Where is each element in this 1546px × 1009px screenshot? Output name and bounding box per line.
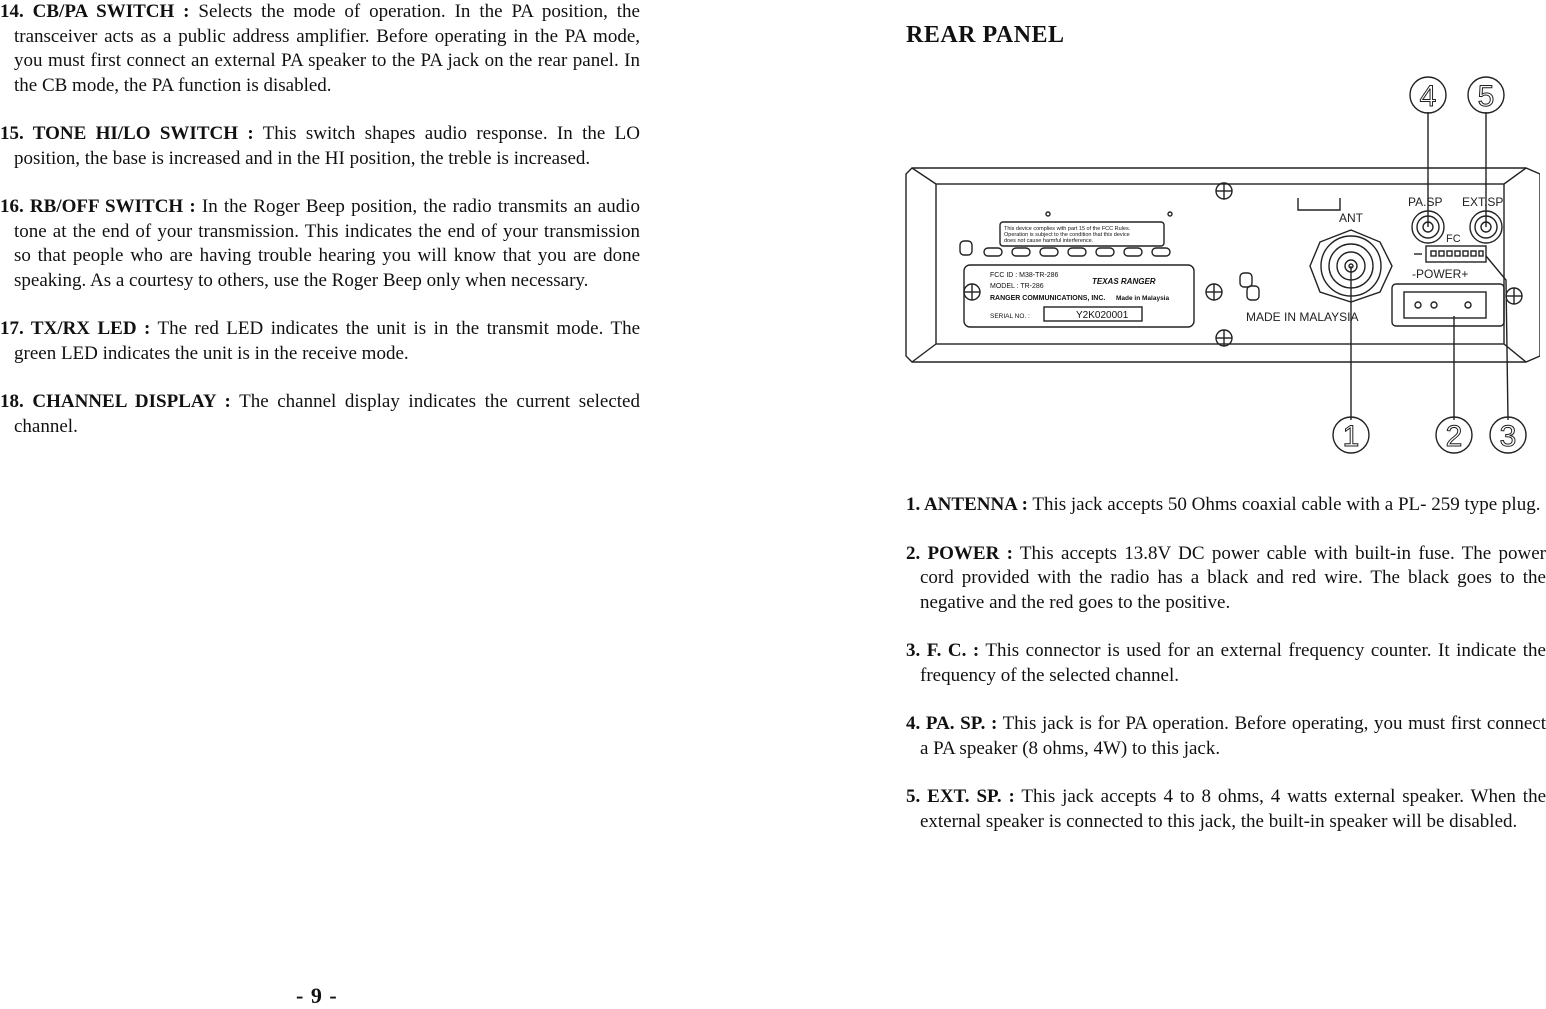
item-label: 16. RB/OFF SWITCH : <box>0 196 196 217</box>
screw-icon <box>964 284 980 300</box>
fc-connector-icon <box>1426 246 1486 262</box>
item-power <box>906 542 1546 616</box>
ext-sp-label: EXT.SP <box>1462 195 1504 209</box>
item-label: 3. F. C. : <box>906 640 980 661</box>
fcc-notice-line: Operation is subject to the condition that this device <box>1004 232 1130 238</box>
item-label: 1. ANTENNA : <box>906 494 1028 515</box>
plate-model: MODEL : TR-286 <box>990 283 1044 290</box>
plate-serial-value: Y2K020001 <box>1076 310 1129 321</box>
screw-icon <box>1506 288 1522 304</box>
item-fc <box>906 639 1546 688</box>
power-label: -POWER+ <box>1412 267 1469 281</box>
item-label: 17. TX/RX LED : <box>0 318 151 339</box>
power-connector-icon <box>1392 284 1504 326</box>
item-ext-sp <box>906 785 1546 834</box>
screw-icon <box>1216 183 1232 199</box>
item-text: The channel display indicates the current selected channel. <box>14 391 640 437</box>
item-label: 4. PA. SP. : <box>906 713 998 734</box>
item-text: Selects the mode of operation. In the PA position, the transceiver acts as a public address amplifier. Before operating in the PA mode, you must first connect an external PA speaker to the PA jack on the rear panel. In the CB mode, the PA function is disabled. <box>14 1 640 96</box>
vent-slot <box>1068 248 1086 256</box>
vent-slot <box>1124 248 1142 256</box>
rear-panel-items <box>906 493 1546 858</box>
bevel-line <box>912 344 936 362</box>
item-text: This jack accepts 50 Ohms coaxial cable with a PL- 259 type plug. <box>1027 494 1541 515</box>
callout-number: 2 <box>1445 420 1463 453</box>
item-text: This jack is for PA operation. Before operating, you must first connect a PA speaker (8 ohms, 4W) to this jack. <box>920 713 1546 759</box>
vent-slot <box>1096 248 1114 256</box>
item-text: In the Roger Beep position, the radio transmits an audio tone at the end of your transmission. This indicates the end of your transmission so that people who are having trouble hearing you will know that you are done speaking. As a courtesy to others, use the Roger Beep only when necessary. <box>14 196 640 291</box>
item-label: 5. EXT. SP. : <box>906 786 1015 807</box>
callout-number: 5 <box>1477 80 1495 113</box>
item-cb-pa-switch <box>0 0 640 98</box>
vent-slot <box>960 241 972 255</box>
callout-number: 3 <box>1499 420 1517 453</box>
cable-clip <box>1298 198 1340 210</box>
item-antenna <box>906 493 1546 518</box>
plate-company: RANGER COMMUNICATIONS, INC. <box>990 295 1106 302</box>
callout-number: 1 <box>1342 420 1360 453</box>
made-in-label: MADE IN MALAYSIA <box>1246 310 1359 324</box>
bevel-line <box>1504 168 1526 184</box>
fcc-notice-line: does not cause harmful interference. <box>1004 238 1094 244</box>
ant-label: ANT <box>1339 211 1363 225</box>
vent-slot <box>1247 286 1259 300</box>
page-number: - 9 - <box>296 983 338 1008</box>
vent-slot <box>984 248 1002 256</box>
pa-sp-label: PA.SP <box>1408 195 1443 209</box>
left-column <box>0 0 640 463</box>
plate-fcc-id: FCC ID : M38-TR-286 <box>990 272 1059 279</box>
callout-number: 4 <box>1419 80 1437 113</box>
item-tone-switch <box>0 122 640 171</box>
plate-brand: TEXAS RANGER <box>1092 277 1156 286</box>
section-heading: REAR PANEL <box>906 22 1065 48</box>
mount-hole <box>1046 212 1050 216</box>
item-label: 2. POWER : <box>906 542 1013 564</box>
vent-slot <box>1012 248 1030 256</box>
screw-icon <box>1216 330 1232 346</box>
item-pa-sp <box>906 712 1546 761</box>
plate-serial-label: SERIAL NO. : <box>990 313 1030 320</box>
screw-icon <box>1206 284 1222 300</box>
vent-slot <box>1152 248 1170 256</box>
fcc-notice-line: This device complies with part 15 of the FCC Rules. <box>1004 226 1131 232</box>
plate-made-in: Made in Malaysia <box>1116 295 1170 302</box>
item-channel-display <box>0 390 640 439</box>
item-text: The red LED indicates the unit is in the transmit mode. The green LED indicates the unit is in the receive mode. <box>14 318 641 364</box>
item-label: 15. TONE HI/LO SWITCH : <box>0 123 254 144</box>
item-label: 18. CHANNEL DISPLAY : <box>0 391 231 412</box>
rear-panel-diagram <box>900 70 1540 465</box>
item-label: 14. CB/PA SWITCH : <box>0 1 190 22</box>
mount-hole <box>1168 212 1172 216</box>
item-tx-rx-led <box>0 317 640 366</box>
item-rb-off-switch <box>0 195 640 293</box>
vent-slot <box>1240 273 1252 287</box>
vent-slot <box>1040 248 1058 256</box>
item-text: This switch shapes audio response. In the LO position, the base is increased and in the HI position, the treble is increased. <box>14 123 640 169</box>
item-text: This accepts 13.8V DC power cable with built-in fuse. The power cord provided with the radio has a black and red wire. The black goes to the negative and the red goes to the positive. <box>920 542 1546 613</box>
bevel-line <box>912 168 936 184</box>
item-text: This connector is used for an external frequency counter. It indicate the frequency of the selected channel. <box>920 640 1546 686</box>
item-text: This jack accepts 4 to 8 ohms, 4 watts external speaker. When the external speaker is connected to this jack, the built-in speaker will be disabled. <box>920 786 1546 832</box>
fc-label: FC <box>1446 233 1461 245</box>
